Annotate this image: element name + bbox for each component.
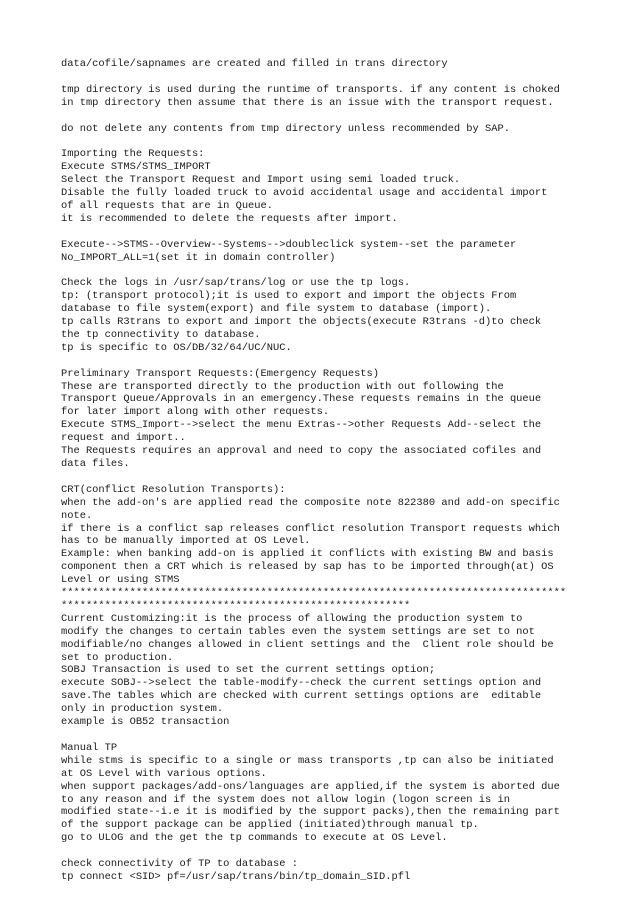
text-line: component then a CRT which is released by sap has to be imported through(at) OS: [61, 561, 554, 574]
text-line: for later import along with other requests.: [61, 406, 330, 419]
paragraph: [61, 123, 581, 136]
document-body: [61, 58, 581, 897]
text-line: Level or using STMS: [61, 574, 180, 587]
text-line: ********************************************************: [61, 599, 411, 612]
paragraph: [61, 368, 581, 471]
text-line: *********************************************************************************: [61, 587, 567, 600]
text-line: when the add-on's are applied read the composite note 822380 and add-on specific: [61, 496, 560, 509]
text-line: only in production system.: [61, 703, 224, 716]
text-line: Execute-->STMS--Overview--Systems-->doubleclick system--set the parameter: [61, 238, 517, 251]
text-line: data files.: [61, 458, 130, 470]
text-line: of the support package can be applied (initiated)through manual tp.: [61, 819, 479, 832]
text-line: request and import..: [61, 432, 186, 445]
paragraph: [61, 58, 581, 71]
paragraph: [61, 742, 581, 845]
text-line: execute SOBJ-->select the table-modify--check the current settings option and: [61, 677, 542, 690]
text-line: No_IMPORT_ALL=1(set it in domain controller): [61, 251, 336, 264]
text-line: Example: when banking add-on is applied it conflicts with existing BW and basis: [61, 548, 554, 561]
text-line: Execute STMS_Import-->select the menu Extras-->other Requests Add--select the: [61, 419, 542, 432]
text-line: check connectivity of TP to database :: [61, 858, 298, 871]
text-line: Transport Queue/Approvals in an emergency.These requests remains in the queue: [61, 393, 542, 406]
text-line: of all requests that are in Queue.: [61, 199, 274, 212]
text-line: in tmp directory then assume that there is an issue with the transport request.: [61, 96, 554, 109]
paragraph: [61, 84, 581, 110]
text-line: has to be manually imported at OS Level.: [61, 535, 311, 548]
text-line: if there is a conflict sap releases conflict resolution Transport requests which: [61, 522, 560, 535]
text-line: to any reason and if the system does not allow login (logon screen is in: [61, 793, 510, 806]
text-line: modify the changes to certain tables even the system settings are set to not: [61, 625, 535, 638]
text-line: save.The tables which are checked with current settings options are editable: [61, 690, 542, 703]
text-line: Importing the Requests:: [61, 148, 205, 161]
text-line: CRT(conflict Resolution Transports):: [61, 483, 286, 496]
text-line: do not delete any contents from tmp directory unless recommended by SAP.: [61, 122, 510, 135]
text-line: the tp connectivity to database.: [61, 328, 261, 341]
text-line: Manual TP: [61, 741, 118, 754]
text-line: Preliminary Transport Requests:(Emergency Requests): [61, 367, 380, 380]
text-line: tp is specific to OS/DB/32/64/UC/NUC.: [61, 341, 292, 354]
text-line: go to ULOG and the get the tp commands to execute at OS Level.: [61, 832, 448, 845]
text-line: it is recommended to delete the requests after import.: [61, 212, 398, 225]
text-line: These are transported directly to the production with out following the: [61, 380, 504, 393]
text-line: tmp directory is used during the runtime of transports. if any content is choked: [61, 83, 560, 96]
paragraph: [61, 239, 581, 265]
text-line: note.: [61, 509, 93, 522]
text-line: while stms is specific to a single or mass transports ,tp can also be initiated: [61, 754, 554, 767]
text-line: at OS Level with various options.: [61, 767, 267, 780]
text-line: SOBJ Transaction is used to set the current settings option;: [61, 664, 436, 677]
text-line: modifiable/no changes allowed in client settings and the Client role should be: [61, 638, 554, 651]
text-line: when support packages/add-ons/languages are applied,if the system is aborted due: [61, 780, 560, 793]
text-line: tp: (transport protocol);it is used to export and import the objects From: [61, 290, 517, 303]
text-line: The Requests requires an approval and need to copy the associated cofiles and: [61, 445, 542, 458]
text-line: data/cofile/sapnames are created and filled in trans directory: [61, 58, 448, 70]
text-line: modified state--i.e it is modified by the support packs),then the remaining part: [61, 806, 560, 819]
paragraph: [61, 858, 581, 884]
paragraph: [61, 484, 581, 729]
paragraph: [61, 277, 581, 354]
text-line: Select the Transport Request and Import using semi loaded truck.: [61, 174, 461, 187]
text-line: database to file system(export) and file system to database (import).: [61, 303, 492, 316]
text-line: tp connect <SID> pf=/usr/sap/trans/bin/tp_domain_SID.pfl: [61, 870, 411, 883]
text-line: Check the logs in /usr/sap/trans/log or use the tp logs.: [61, 277, 411, 290]
paragraph: [61, 148, 581, 225]
text-line: set to production.: [61, 651, 174, 664]
text-line: tp calls R3trans to export and import the objects(execute R3trans -d)to check: [61, 316, 542, 329]
text-line: Current Customizing:it is the process of allowing the production system to: [61, 612, 523, 625]
text-line: Execute STMS/STMS_IMPORT: [61, 161, 211, 174]
text-line: example is OB52 transaction: [61, 716, 230, 729]
text-line: Disable the fully loaded truck to avoid accidental usage and accidental import: [61, 187, 548, 200]
